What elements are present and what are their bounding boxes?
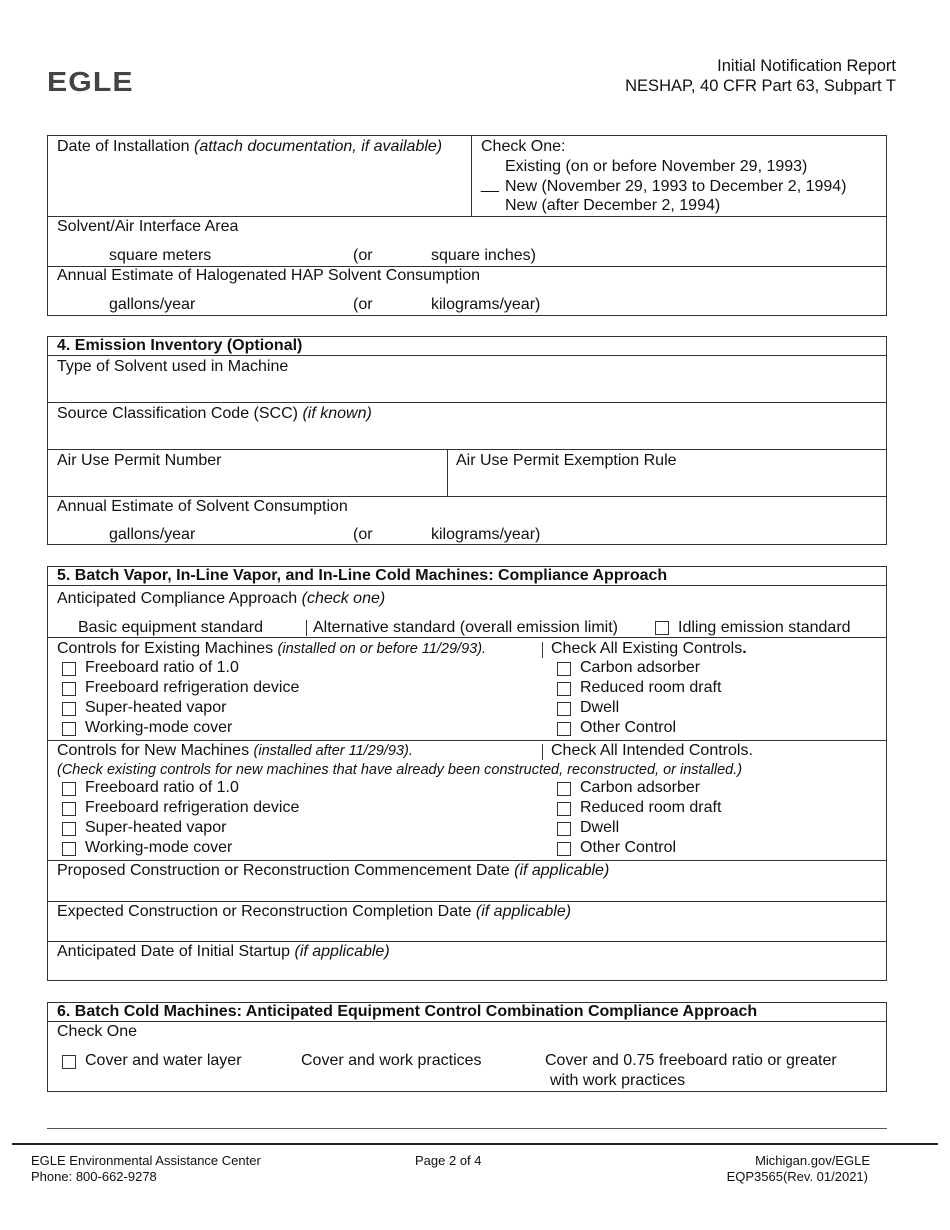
new-working-cover-label: Working-mode cover: [85, 839, 233, 856]
section4-header: [48, 337, 886, 356]
new-room-draft-checkbox[interactable]: [557, 802, 571, 816]
freeboard-ratio-label: Freeboard ratio of 1.0: [85, 659, 239, 676]
freeboard-ratio-checkbox[interactable]: [62, 662, 76, 676]
startup-date-label: Anticipated Date of Initial Startup (if applicable): [57, 943, 390, 960]
or-text: (or: [353, 296, 373, 313]
superheated-checkbox[interactable]: [62, 702, 76, 716]
other-control-checkbox[interactable]: [557, 722, 571, 736]
solvent-type-label: Type of Solvent used in Machine: [57, 358, 289, 375]
other-control-label: Other Control: [580, 719, 677, 736]
check-one-label: Check One: [57, 1023, 138, 1040]
solvent-gallons-field[interactable]: gallons/year: [109, 526, 196, 543]
solvent-consumption-label: Annual Estimate of Solvent Consumption: [57, 498, 348, 515]
new-controls-row: [48, 741, 886, 861]
interface-area-row: [48, 217, 886, 267]
permit-number-label[interactable]: Air Use Permit Number: [57, 452, 222, 469]
installation-date-label[interactable]: Date of Installation (attach documentation, if available): [57, 138, 443, 155]
room-draft-checkbox[interactable]: [557, 682, 571, 696]
commencement-date-label: Proposed Construction or Reconstruction Commencement Date (if applicable): [57, 862, 610, 879]
new-working-cover-checkbox[interactable]: [62, 842, 76, 856]
basic-standard-option[interactable]: Basic equipment standard: [78, 619, 263, 636]
square-inches-field[interactable]: square inches): [431, 247, 536, 264]
carbon-adsorber-label: Carbon adsorber: [580, 659, 701, 676]
permit-row: [48, 450, 886, 497]
cover-freeboard-option[interactable]: Cover and 0.75 freeboard ratio or greater: [545, 1052, 837, 1069]
refrigeration-checkbox[interactable]: [62, 682, 76, 696]
existing-machines-label: Controls for Existing Machines (installed on or before 11/29/93).: [57, 640, 487, 657]
footer-phone: Phone: 800-662-9278: [31, 1169, 157, 1184]
solvent-consumption-row: [48, 497, 886, 546]
new-machines-label: Controls for New Machines (installed after 11/29/93).: [57, 742, 413, 759]
option-new-1994[interactable]: New (November 29, 1993 to December 2, 1994): [505, 178, 847, 195]
working-cover-checkbox[interactable]: [62, 722, 76, 736]
cold-machines-section: [47, 1002, 887, 1092]
approach-label: Anticipated Compliance Approach (check one): [57, 590, 386, 607]
commencement-date-row[interactable]: [48, 861, 886, 902]
or-text: (or: [353, 526, 373, 543]
scc-label: Source Classification Code (SCC) (if known): [57, 405, 372, 422]
hap-kilograms-field[interactable]: kilograms/year): [431, 296, 541, 313]
idling-standard-checkbox[interactable]: [655, 621, 669, 635]
new-carbon-adsorber-checkbox[interactable]: [557, 782, 571, 796]
hap-consumption-row: [48, 267, 886, 317]
section4-title: 4. Emission Inventory (Optional): [57, 337, 303, 354]
solvent-kilograms-field[interactable]: kilograms/year): [431, 526, 541, 543]
solvent-type-row[interactable]: [48, 356, 886, 403]
carbon-adsorber-checkbox[interactable]: [557, 662, 571, 676]
new-superheated-checkbox[interactable]: [62, 822, 76, 836]
hap-gallons-field[interactable]: gallons/year: [109, 296, 196, 313]
footer-website[interactable]: Michigan.gov/EGLE: [755, 1153, 870, 1168]
cover-water-layer-label: Cover and water layer: [85, 1052, 242, 1069]
new-other-control-label: Other Control: [580, 839, 677, 856]
approach-row: [48, 586, 886, 638]
scc-row[interactable]: [48, 403, 886, 450]
new-superheated-label: Super-heated vapor: [85, 819, 227, 836]
report-subtitle: NESHAP, 40 CFR Part 63, Subpart T: [625, 77, 896, 95]
cover-water-layer-checkbox[interactable]: [62, 1055, 76, 1069]
new-freeboard-ratio-label: Freeboard ratio of 1.0: [85, 779, 239, 796]
cover-work-practices-option[interactable]: Cover and work practices: [301, 1052, 482, 1069]
footer-divider-thin: [47, 1128, 887, 1129]
refrigeration-label: Freeboard refrigeration device: [85, 679, 300, 696]
existing-controls-row: [48, 638, 886, 741]
new-carbon-adsorber-label: Carbon adsorber: [580, 779, 701, 796]
new-dwell-checkbox[interactable]: [557, 822, 571, 836]
egle-logo: EGLE: [47, 66, 134, 97]
new-refrigeration-checkbox[interactable]: [62, 802, 76, 816]
footer-page-number: Page 2 of 4: [415, 1153, 482, 1168]
option-new-after[interactable]: New (after December 2, 1994): [505, 197, 721, 214]
option-existing[interactable]: Existing (on or before November 29, 1993): [505, 158, 808, 175]
section5-title: 5. Batch Vapor, In-Line Vapor, and In-Line Cold Machines: Compliance Approach: [57, 567, 668, 584]
check-one-label: Check One:: [481, 138, 566, 155]
new-machines-instruction: (Check existing controls for new machines that have already been constructed, reconstructed, or installed.): [57, 762, 743, 778]
footer-form-id: EQP3565(Rev. 01/2021): [726, 1169, 868, 1184]
working-cover-label: Working-mode cover: [85, 719, 233, 736]
footer-center-name: EGLE Environmental Assistance Center: [31, 1153, 261, 1168]
report-title: Initial Notification Report: [717, 57, 896, 75]
completion-date-row[interactable]: [48, 902, 886, 942]
emission-inventory-section: [47, 336, 887, 545]
alternative-standard-option[interactable]: Alternative standard (overall emission limit): [313, 619, 618, 636]
hap-consumption-label: Annual Estimate of Halogenated HAP Solvent Consumption: [57, 267, 481, 284]
dwell-checkbox[interactable]: [557, 702, 571, 716]
section6-header: [48, 1003, 886, 1022]
completion-date-label: Expected Construction or Reconstruction Completion Date (if applicable): [57, 903, 572, 920]
superheated-label: Super-heated vapor: [85, 699, 227, 716]
cover-freeboard-option-line2: with work practices: [550, 1072, 686, 1089]
installation-date-row: [48, 136, 886, 217]
installation-section: [47, 135, 887, 316]
permit-exemption-label[interactable]: Air Use Permit Exemption Rule: [456, 452, 677, 469]
interface-area-label: Solvent/Air Interface Area: [57, 218, 239, 235]
section5-header: [48, 567, 886, 586]
startup-date-row[interactable]: [48, 942, 886, 982]
footer-divider-thick: [12, 1143, 938, 1145]
option-blank: __: [481, 176, 499, 193]
combination-row: [48, 1022, 886, 1093]
square-meters-field[interactable]: square meters: [109, 247, 212, 264]
new-other-control-checkbox[interactable]: [557, 842, 571, 856]
intended-controls-label: Check All Intended Controls.: [551, 742, 753, 759]
room-draft-label: Reduced room draft: [580, 679, 722, 696]
compliance-approach-section: [47, 566, 887, 981]
new-refrigeration-label: Freeboard refrigeration device: [85, 799, 300, 816]
idling-standard-label: Idling emission standard: [678, 619, 851, 636]
new-freeboard-ratio-checkbox[interactable]: [62, 782, 76, 796]
new-dwell-label: Dwell: [580, 819, 620, 836]
dwell-label: Dwell: [580, 699, 620, 716]
new-room-draft-label: Reduced room draft: [580, 799, 722, 816]
section6-title: 6. Batch Cold Machines: Anticipated Equipment Control Combination Compliance Approach: [57, 1003, 758, 1020]
existing-controls-label: Check All Existing Controls.: [551, 640, 747, 657]
or-text: (or: [353, 247, 373, 264]
